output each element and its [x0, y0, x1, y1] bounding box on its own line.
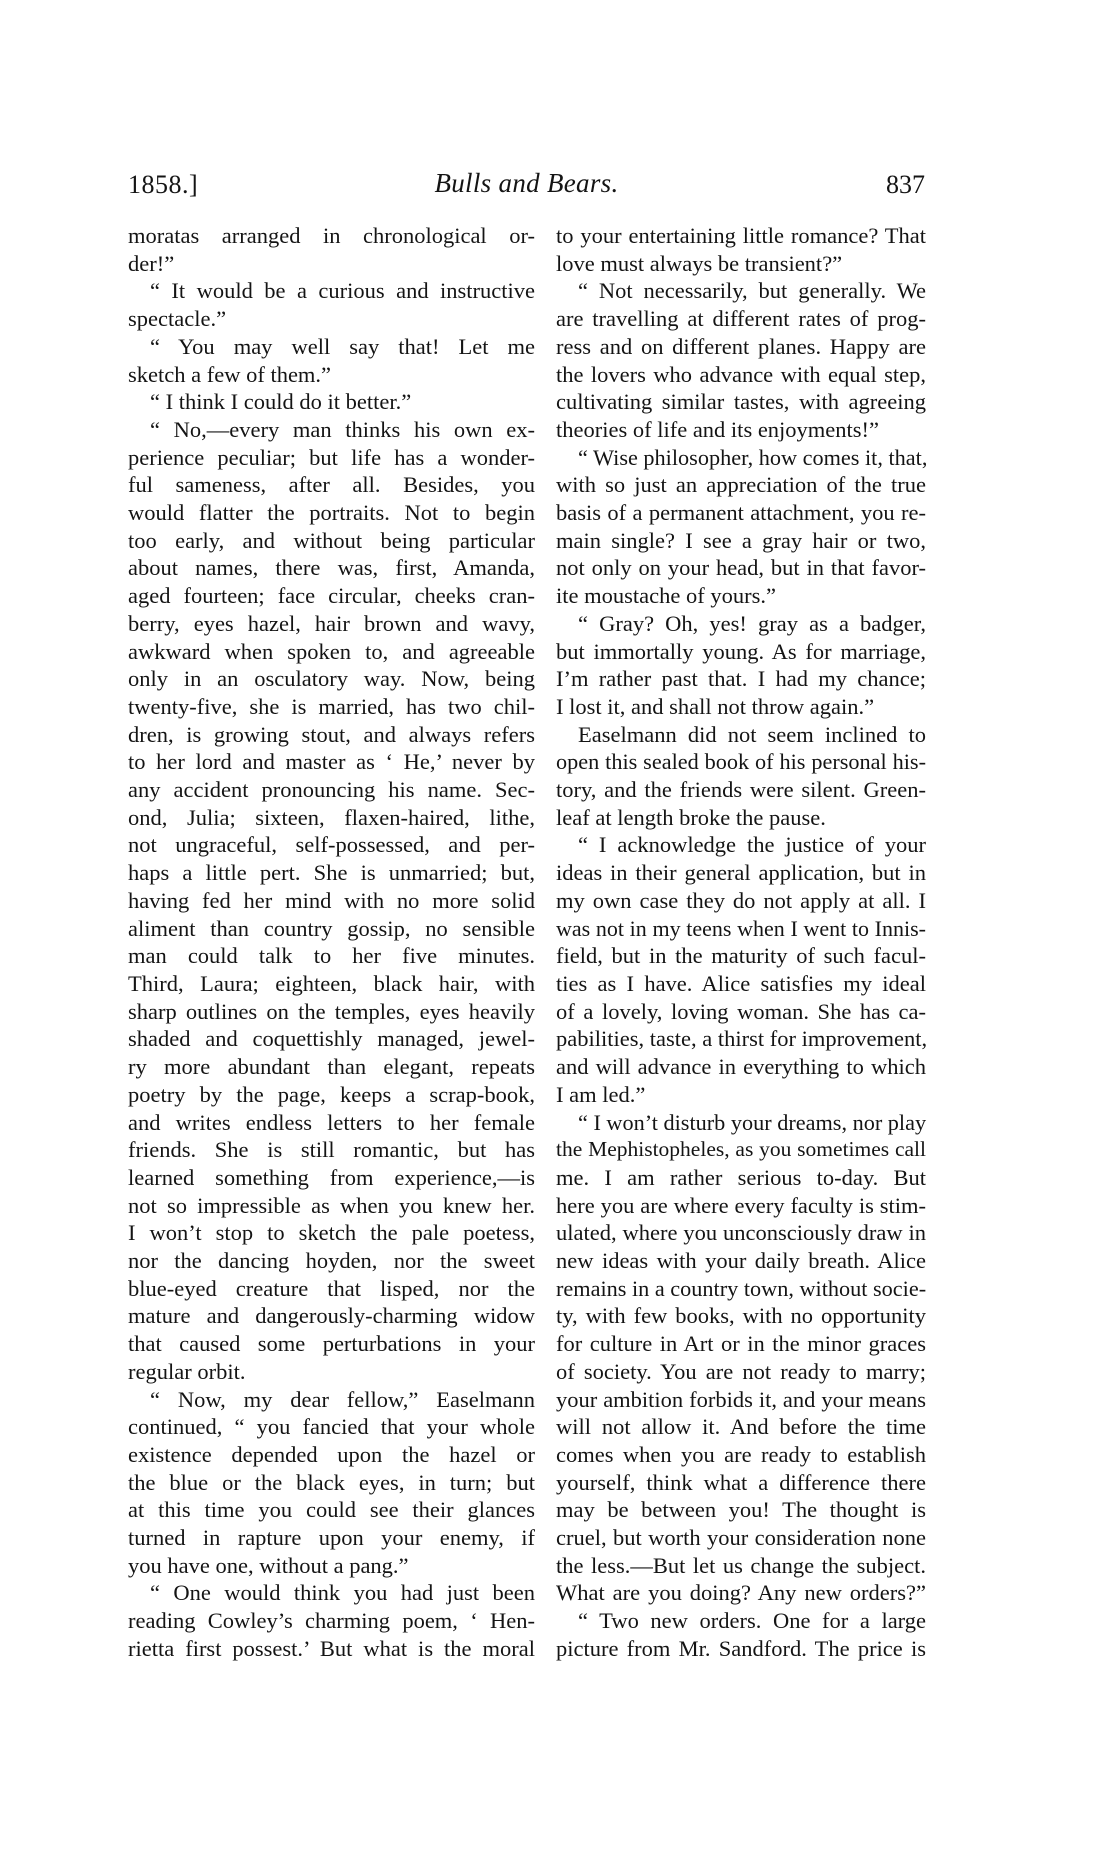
text-line: “ One would think you had just been: [150, 1580, 535, 1606]
header-title: Bulls and Bears.: [434, 168, 619, 198]
text-line: ress and on different planes. Happy are: [556, 333, 926, 359]
text-line: of society. You are not ready to marry;: [556, 1358, 926, 1384]
text-line: awkward when spoken to, and agreeable: [128, 638, 535, 664]
text-line: “ It would be a curious and instructive: [150, 278, 535, 304]
text-line: not so impressible as when you knew her.: [128, 1192, 535, 1218]
text-line: comes when you are ready to establish: [556, 1441, 926, 1467]
text-line: spectacle.”: [128, 306, 227, 332]
text-line: main single? I see a gray hair or two,: [556, 527, 926, 553]
text-line: ite moustache of yours.”: [556, 583, 776, 609]
text-line: leaf at length broke the pause.: [556, 804, 826, 830]
text-line: “ Now, my dear fellow,” Easelmann: [150, 1386, 535, 1412]
text-line: friends. She is still romantic, but has: [128, 1137, 535, 1163]
text-line: your ambition forbids it, and your means: [556, 1386, 926, 1412]
text-line: man could talk to her five minutes.: [128, 943, 535, 969]
running-head: [128, 170, 925, 210]
text-line: sketch a few of them.”: [128, 361, 332, 387]
text-line: continued, “ you fancied that your whole: [128, 1414, 535, 1440]
text-line: “ Wise philosopher, how comes it, that,: [578, 444, 928, 470]
text-line: my own case they do not apply at all. I: [556, 887, 926, 913]
text-line: turned in rapture upon your enemy, if: [128, 1525, 535, 1551]
text-line: not only on your head, but in that favor-: [556, 555, 926, 581]
text-line: yourself, think what a difference there: [556, 1469, 926, 1495]
text-line: shaded and coquettishly managed, jewel-: [128, 1026, 535, 1052]
text-line: ond, Julia; sixteen, flaxen-haired, lithe,: [128, 804, 535, 830]
text-line: new ideas with your daily breath. Alice: [556, 1248, 926, 1274]
text-line: too early, and without being particular: [128, 527, 535, 553]
text-line: for culture in Art or in the minor graces: [556, 1331, 926, 1357]
text-line: of a lovely, loving woman. She has ca-: [556, 998, 926, 1024]
text-line: open this sealed book of his personal his-: [556, 749, 926, 775]
text-line: sharp outlines on the temples, eyes heavily: [128, 998, 535, 1024]
text-line: and will advance in everything to which: [556, 1054, 926, 1080]
text-line: “ No,—every man thinks his own ex-: [150, 416, 535, 442]
text-line: the Mephistopheles, as you sometimes call: [556, 1137, 926, 1162]
left-column: [128, 222, 535, 1663]
text-line: reading Cowley’s charming poem, ‘ Hen-: [128, 1608, 535, 1634]
text-line: ulated, where you unconsciously draw in: [556, 1220, 926, 1246]
text-line: and writes endless letters to her female: [128, 1109, 535, 1135]
text-line: with so just an appreciation of the true: [556, 472, 926, 498]
text-line: that caused some perturbations in your: [128, 1331, 535, 1357]
text-line: I’m rather past that. I had my chance;: [556, 666, 926, 692]
text-line: ideas in their general application, but in: [556, 860, 926, 886]
text-line: was not in my teens when I went to Innis-: [556, 915, 926, 941]
text-line: ties as I have. Alice satisfies my ideal: [556, 970, 926, 996]
right-column: [556, 222, 926, 1663]
text-line: ful sameness, after all. Besides, you: [128, 472, 535, 498]
text-line: basis of a permanent attachment, you re-: [556, 500, 926, 526]
text-line: Easelmann did not seem inclined to: [578, 721, 926, 747]
text-line: mature and dangerously-charming widow: [128, 1303, 535, 1329]
text-line: rietta first possest.’ But what is the moral: [128, 1635, 535, 1661]
text-line: only in an osculatory way. Now, being: [128, 666, 535, 692]
text-line: are travelling at different rates of prog-: [556, 306, 926, 332]
text-line: “ Not necessarily, but generally. We: [578, 278, 926, 304]
text-line: “ Gray? Oh, yes! gray as a badger,: [578, 610, 926, 636]
text-line: existence depended upon the hazel or: [128, 1441, 535, 1467]
page-number: 837: [886, 170, 925, 199]
text-line: cruel, but worth your consideration none: [556, 1525, 926, 1551]
text-line: the less.—But let us change the subject.: [556, 1552, 926, 1578]
text-line: me. I am rather serious to-day. But: [556, 1164, 926, 1190]
text-line: der!”: [128, 250, 175, 276]
text-line: pabilities, taste, a thirst for improvement,: [556, 1026, 928, 1052]
text-line: remains in a country town, without socie-: [556, 1275, 927, 1301]
text-line: love must always be transient?”: [556, 250, 843, 276]
header-date: 1858.]: [128, 170, 199, 199]
text-line: about names, there was, first, Amanda,: [128, 555, 535, 581]
text-line: “ I think I could do it better.”: [150, 389, 412, 415]
text-line: “ I acknowledge the justice of your: [578, 832, 926, 858]
text-line: perience peculiar; but life has a wonder-: [128, 444, 535, 470]
text-line: to her lord and master as ‘ He,’ never by: [128, 749, 535, 775]
text-line: aged fourteen; face circular, cheeks cran-: [128, 583, 535, 609]
text-line: the blue or the black eyes, in turn; but: [128, 1469, 535, 1495]
text-line: but immortally young. As for marriage,: [556, 638, 926, 664]
text-line: having fed her mind with no more solid: [128, 887, 535, 913]
text-line: What are you doing? Any new orders?”: [556, 1580, 926, 1606]
text-line: I lost it, and shall not throw again.”: [556, 693, 875, 719]
text-line: berry, eyes hazel, hair brown and wavy,: [128, 610, 535, 636]
text-line: at this time you could see their glances: [128, 1497, 535, 1523]
text-line: will not allow it. And before the time: [556, 1414, 926, 1440]
text-line: twenty-five, she is married, has two chil-: [128, 693, 535, 719]
text-line: field, but in the maturity of such facul-: [556, 943, 926, 969]
text-line: I won’t stop to sketch the pale poetess,: [128, 1220, 535, 1246]
text-line: I am led.”: [556, 1081, 646, 1107]
text-line: cultivating similar tastes, with agreeing: [556, 389, 926, 415]
text-line: haps a little pert. She is unmarried; but,: [128, 860, 535, 886]
text-line: dren, is growing stout, and always refers: [128, 721, 535, 747]
text-line: to your entertaining little romance? That: [556, 223, 926, 248]
text-line: nor the dancing hoyden, nor the sweet: [128, 1248, 535, 1274]
text-line: any accident pronouncing his name. Sec-: [128, 777, 535, 803]
text-line: “ Two new orders. One for a large: [578, 1608, 926, 1634]
text-line: ty, with few books, with no opportunity: [556, 1303, 926, 1329]
text-line: picture from Mr. Sandford. The price is: [556, 1635, 926, 1661]
text-line: ry more abundant than elegant, repeats: [128, 1054, 535, 1080]
text-line: Third, Laura; eighteen, black hair, with: [128, 970, 535, 996]
text-line: you have one, without a pang.”: [128, 1552, 409, 1578]
text-line: “ You may well say that! Let me: [150, 333, 535, 359]
text-line: not ungraceful, self-possessed, and per-: [128, 832, 535, 858]
text-line: moratas arranged in chronological or-: [128, 223, 535, 248]
text-line: blue-eyed creature that lisped, nor the: [128, 1275, 535, 1301]
text-line: regular orbit.: [128, 1358, 246, 1384]
text-line: aliment than country gossip, no sensible: [128, 915, 535, 941]
text-line: “ I won’t disturb your dreams, nor play: [578, 1109, 927, 1135]
text-line: poetry by the page, keeps a scrap-book,: [128, 1081, 535, 1107]
text-line: tory, and the friends were silent. Green-: [556, 777, 926, 803]
text-line: would flatter the portraits. Not to begin: [128, 500, 535, 526]
text-line: learned something from experience,—is: [128, 1164, 535, 1190]
text-line: here you are where every faculty is stim-: [556, 1192, 926, 1218]
text-line: the lovers who advance with equal step,: [556, 361, 926, 387]
text-line: theories of life and its enjoyments!”: [556, 416, 880, 442]
text-line: may be between you! The thought is: [556, 1497, 926, 1523]
